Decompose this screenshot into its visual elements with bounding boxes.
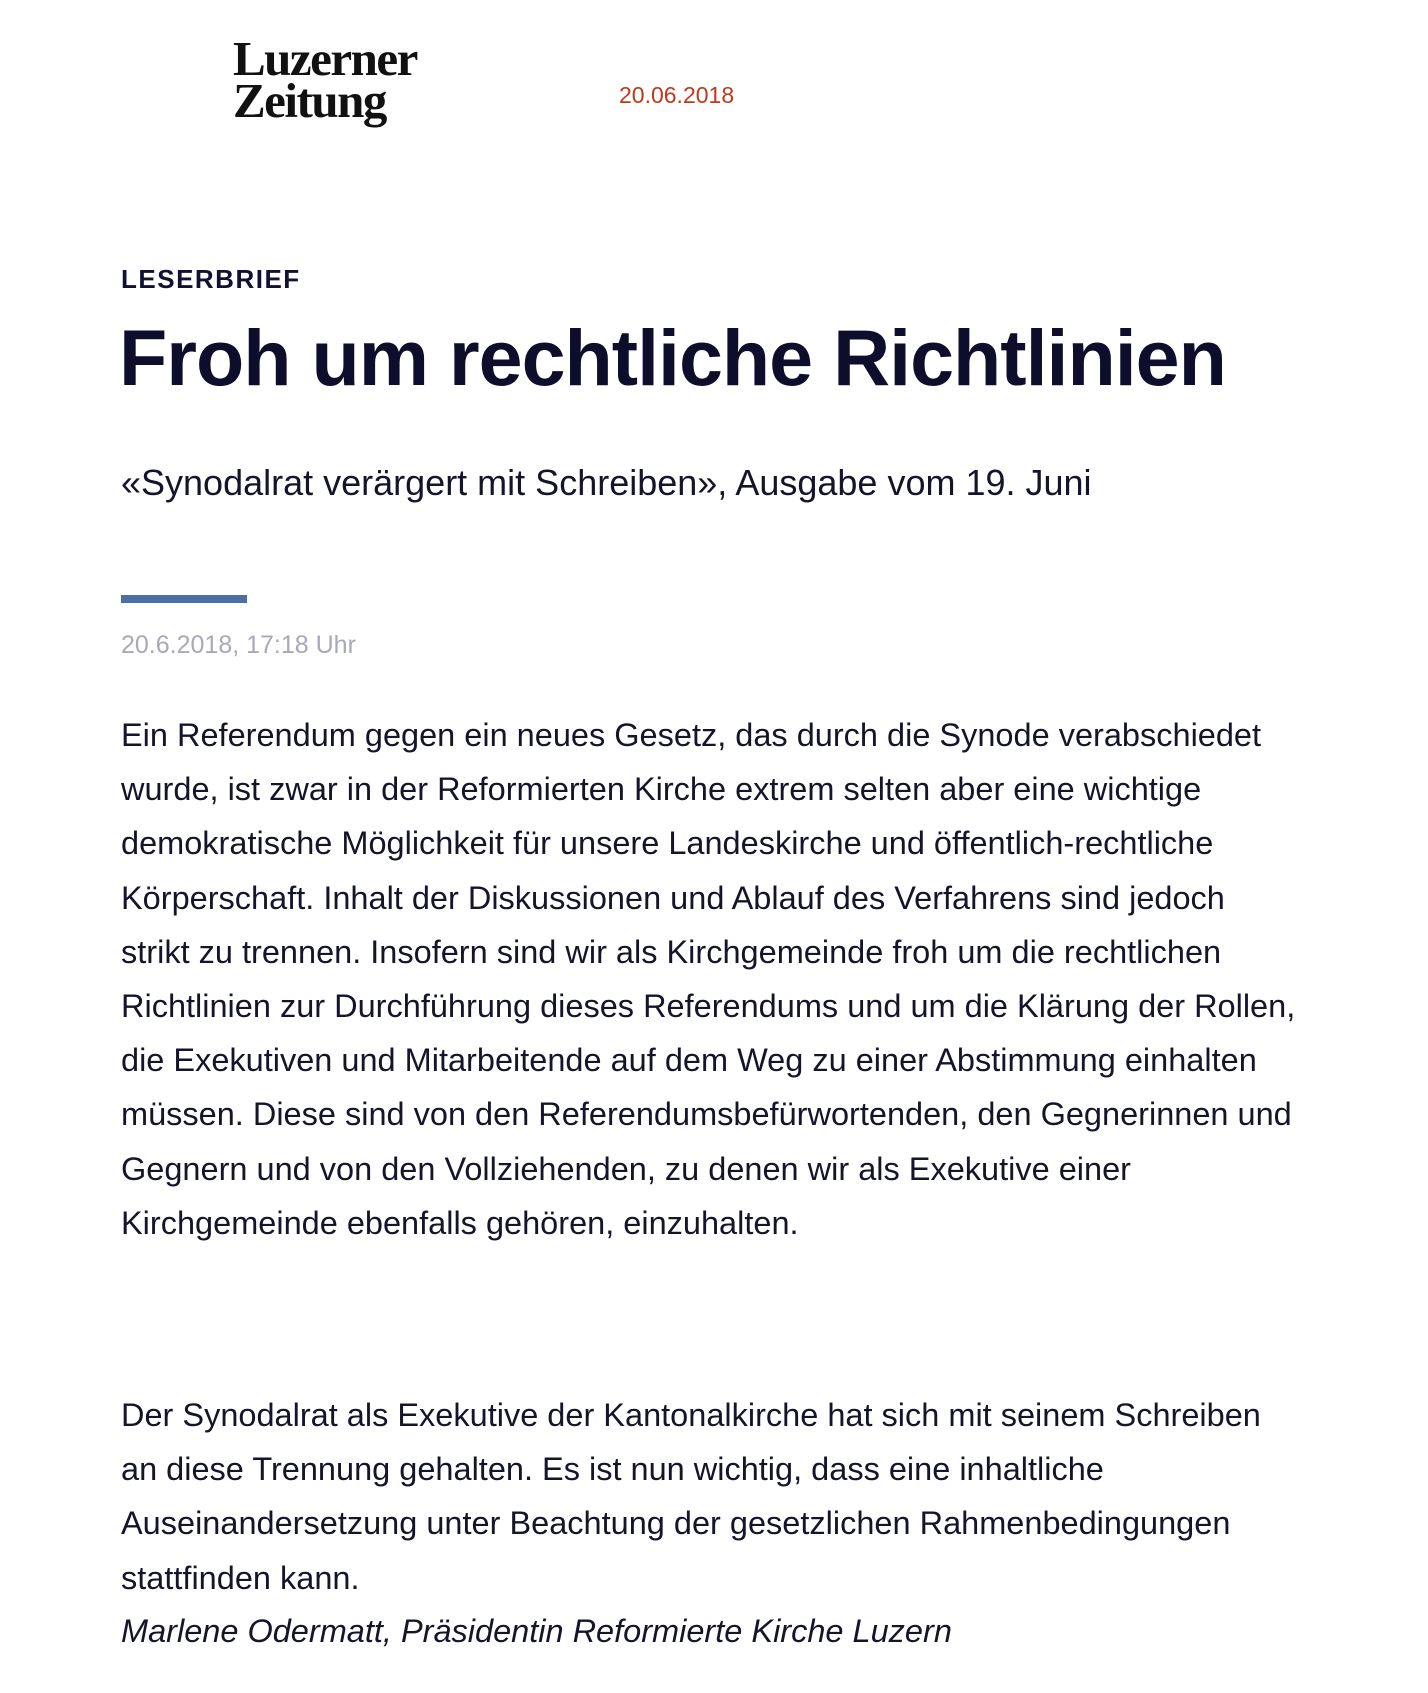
logo-line-2: Zeitung: [233, 73, 386, 128]
article-timestamp: 20.6.2018, 17:18 Uhr: [121, 631, 356, 659]
article-title: Froh um rechtliche Richtlinien: [119, 313, 1226, 402]
print-date: 20.06.2018: [619, 82, 735, 108]
article-paragraph-2: Der Synodalrat als Exekutive der Kantonalkirche hat sich mit seinem Schreiben an diese Trennung gehalten. Es ist nun wichtig, dass eine inhaltliche Auseinandersetzung unter Beachtung der gesetzlichen Rahmenbedingungen stattfinden kann.: [121, 1397, 1261, 1596]
article-kicker: LESERBRIEF: [121, 264, 301, 294]
author-signature: Marlene Odermatt, Präsidentin Reformierte Kirche Luzern: [121, 1613, 952, 1649]
article-paragraph-1: Ein Referendum gegen ein neues Gesetz, das durch die Synode verabschiedet wurde, ist zwar in der Reformierten Kirche extrem selten aber eine wichtige demokratische Möglichkeit für unsere Landeskirche und öffentlich-rechtliche Körperschaft. Inhalt der Diskussionen und Ablauf des Verfahrens sind jedoch strikt zu trennen. Insofern sind wir als Kirchgemeinde froh um die rechtlichen Richtlinien zur Durchführung dieses Referendums und um die Klärung der Rollen, die Exekutiven und Mitarbeitende auf dem Weg zu einer Abstimmung einhalten müssen. Diese sind von den Referendumsbefürwortenden, den Gegnerinnen und Gegnern und von den Vollziehenden, zu denen wir als Exekutive einer Kirchgemeinde ebenfalls gehören, einzuhalten.: [121, 717, 1296, 1241]
divider-rule: [121, 595, 247, 603]
newspaper-logo[interactable]: [233, 31, 417, 128]
logo-line-1: Luzerner: [233, 31, 417, 86]
article-subtitle: «Synodalrat verärgert mit Schreiben», Ausgabe vom 19. Juni: [121, 462, 1092, 503]
